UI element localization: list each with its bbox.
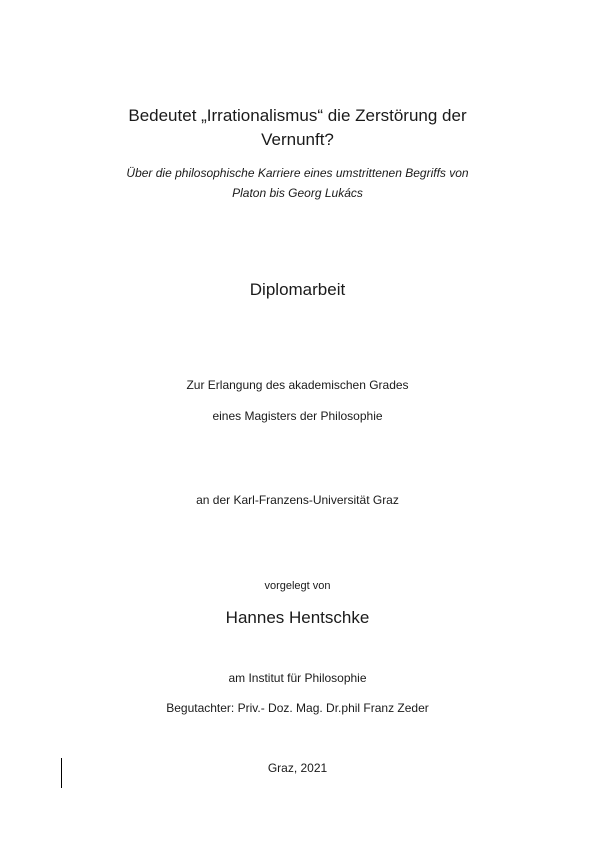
author-name: Hannes Hentschke	[225, 608, 370, 627]
subtitle-line-1: Über die philosophische Karriere eines umstrittenen Begriffs von	[126, 166, 469, 180]
title-line-1: Bedeutet „Irrationalismus“ die Zerstörung der	[128, 106, 467, 125]
margin-change-bar	[61, 758, 62, 788]
university-line: an der Karl-Franzens-Universität Graz	[196, 493, 399, 507]
reviewer-line: Begutachter: Priv.- Doz. Mag. Dr.phil Franz Zeder	[166, 701, 429, 715]
subtitle-line-2: Platon bis Georg Lukács	[232, 186, 363, 200]
submitted-by: vorgelegt von	[264, 580, 331, 592]
purpose-line-1: Zur Erlangung des akademischen Grades	[186, 378, 409, 392]
institute-line: am Institut für Philosophie	[228, 671, 367, 685]
purpose-line-2: eines Magisters der Philosophie	[212, 409, 383, 423]
title-line-2: Vernunft?	[261, 130, 334, 149]
thesis-type: Diplomarbeit	[249, 280, 346, 299]
place-year: Graz, 2021	[267, 761, 328, 775]
